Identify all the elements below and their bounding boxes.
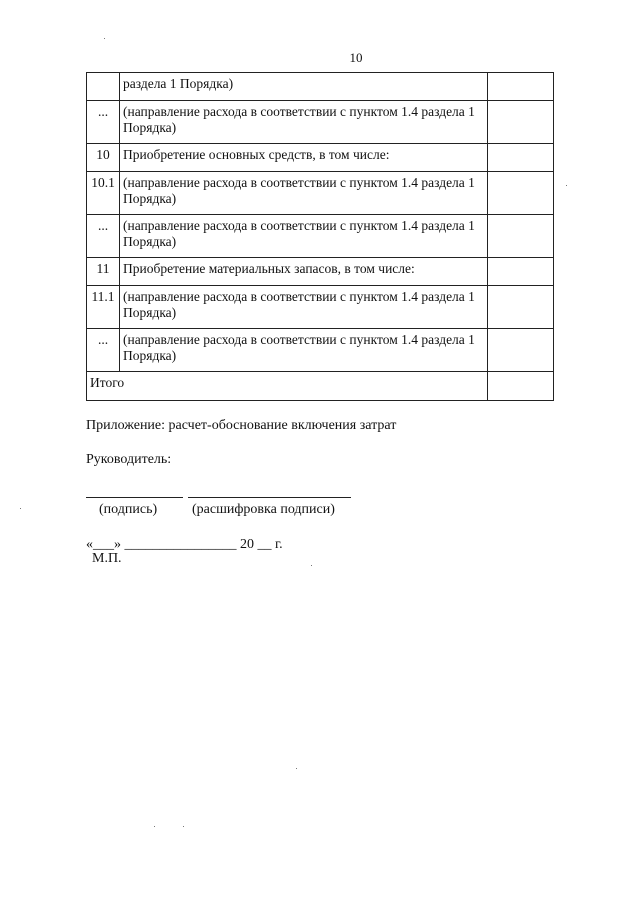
row-number-cell: ...	[87, 329, 120, 372]
table-row	[87, 144, 554, 172]
row-description-cell: (направление расхода в соответствии с пунктом 1.4 раздела 1 Порядка)	[120, 329, 488, 372]
row-number-cell: 11	[87, 258, 120, 286]
row-value-cell	[488, 144, 554, 172]
row-value-cell	[488, 101, 554, 144]
total-value-cell	[488, 372, 554, 401]
row-number-cell	[87, 73, 120, 101]
row-value-cell	[488, 172, 554, 215]
row-number-cell: 10.1	[87, 172, 120, 215]
total-label-cell: Итого	[87, 372, 488, 401]
scan-speck	[296, 768, 297, 769]
signature-line	[86, 497, 183, 498]
table-row	[87, 286, 554, 329]
stamp-place: М.П.	[92, 551, 122, 566]
page-number: 10	[349, 50, 363, 65]
signature-caption: (подпись)	[99, 502, 158, 517]
row-number-cell: ...	[87, 101, 120, 144]
scan-speck	[566, 185, 567, 186]
table-row	[87, 258, 554, 286]
appendix-note: Приложение: расчет-обоснование включения затрат	[86, 418, 397, 433]
scan-speck	[154, 826, 155, 827]
expense-table-body	[87, 73, 554, 401]
row-value-cell	[488, 258, 554, 286]
table-row	[87, 329, 554, 372]
signature-decoding-line	[188, 497, 351, 498]
expense-table	[86, 72, 554, 401]
row-description-cell: (направление расхода в соответствии с пунктом 1.4 раздела 1 Порядка)	[120, 215, 488, 258]
row-value-cell	[488, 329, 554, 372]
date-close-quote: »	[114, 537, 121, 552]
table-row	[87, 172, 554, 215]
row-description-cell: (направление расхода в соответствии с пунктом 1.4 раздела 1 Порядка)	[120, 101, 488, 144]
row-description-cell: раздела 1 Порядка)	[120, 73, 488, 101]
date-open-quote: «	[86, 537, 93, 552]
row-description-cell: Приобретение основных средств, в том числе:	[120, 144, 488, 172]
table-row	[87, 101, 554, 144]
date-day-blank: ___	[93, 537, 114, 552]
row-number-cell: 10	[87, 144, 120, 172]
scan-speck	[183, 826, 184, 827]
head-label: Руководитель:	[86, 452, 172, 467]
signature-decoding-caption: (расшифровка подписи)	[192, 502, 335, 517]
row-number-cell: 11.1	[87, 286, 120, 329]
scan-speck	[104, 38, 105, 39]
row-value-cell	[488, 215, 554, 258]
scan-speck	[20, 508, 21, 509]
date-year-suffix: г.	[275, 537, 283, 552]
row-value-cell	[488, 286, 554, 329]
row-description-cell: (направление расхода в соответствии с пунктом 1.4 раздела 1 Порядка)	[120, 172, 488, 215]
date-year-prefix: 20	[240, 537, 254, 552]
scan-speck	[311, 565, 312, 566]
date-month-blank: ________________	[124, 537, 237, 552]
row-description-cell: Приобретение материальных запасов, в том числе:	[120, 258, 488, 286]
row-number-cell: ...	[87, 215, 120, 258]
row-value-cell	[488, 73, 554, 101]
date-year-blank: __	[257, 537, 272, 552]
table-row	[87, 215, 554, 258]
total-row	[87, 372, 554, 401]
table-row	[87, 73, 554, 101]
row-description-cell: (направление расхода в соответствии с пунктом 1.4 раздела 1 Порядка)	[120, 286, 488, 329]
